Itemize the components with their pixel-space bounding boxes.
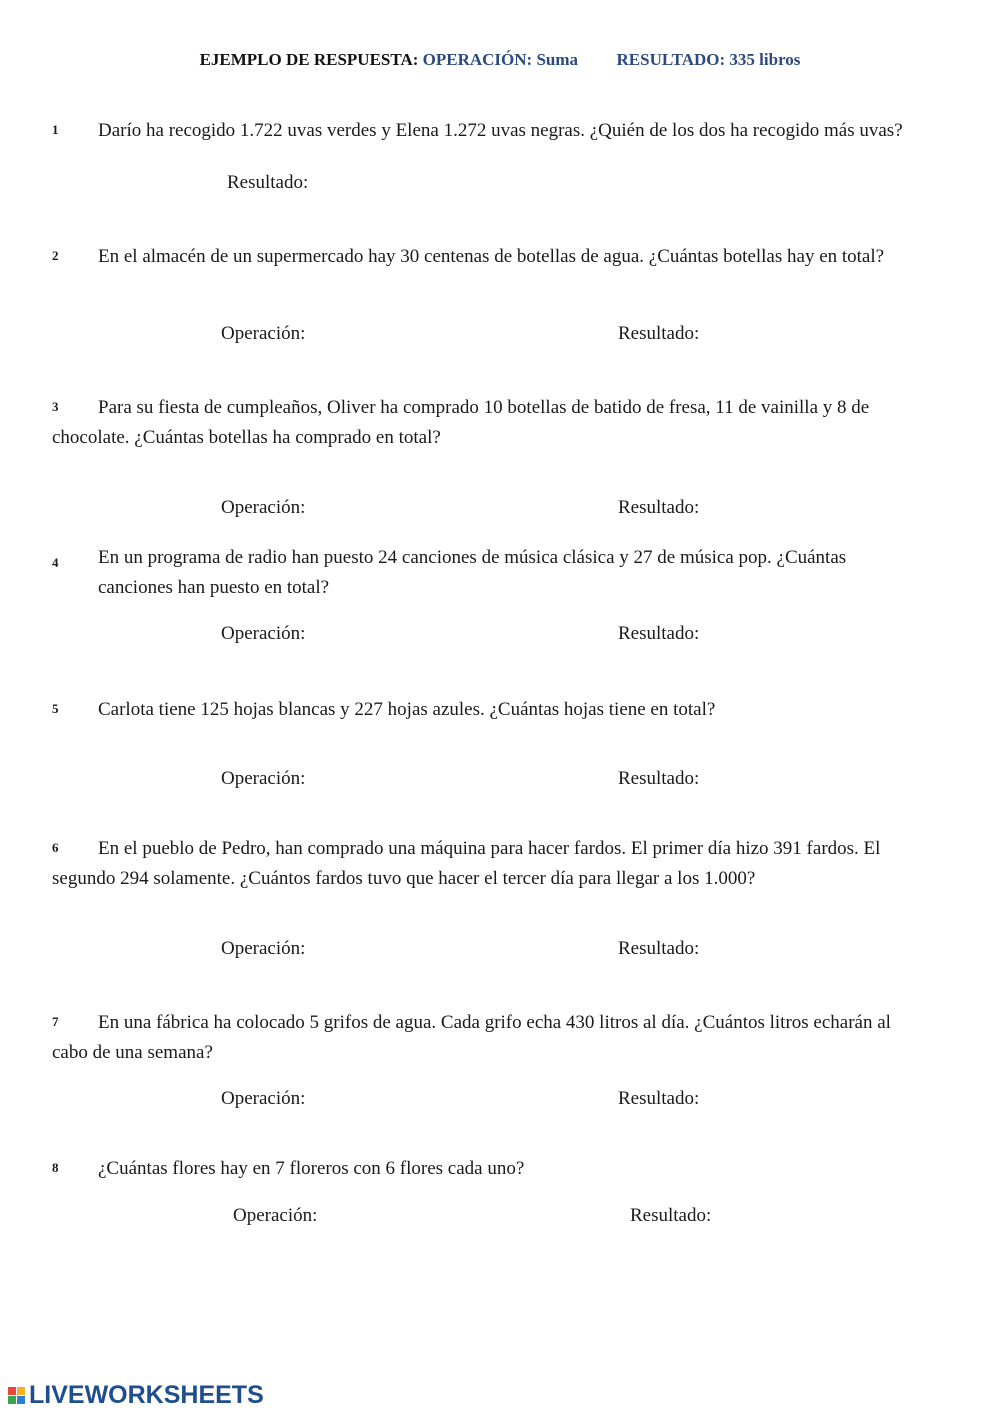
operation-label-2: Operación:	[221, 323, 306, 344]
question-1	[52, 116, 924, 146]
question-number: 2	[52, 248, 59, 263]
question-6	[52, 834, 924, 894]
operation-label-3: Operación:	[221, 497, 306, 518]
result-label-8: Resultado:	[630, 1205, 712, 1226]
question-2	[52, 242, 924, 272]
operation-label-6: Operación:	[221, 938, 306, 959]
example-answer-header	[0, 50, 1000, 70]
operation-label-8: Operación:	[233, 1205, 318, 1226]
question-number: 6	[52, 840, 59, 855]
question-number: 3	[52, 399, 59, 414]
question-text: Carlota tiene 125 hojas blancas y 227 hojas azules. ¿Cuántas hojas tiene en total?	[98, 699, 716, 720]
question-number: 8	[52, 1160, 59, 1175]
question-text: Para su fiesta de cumpleaños, Oliver ha comprado 10 botellas de batido de fresa, 11 de vainilla y 8 de chocolate. ¿Cuántas botellas ha comprado en total?	[52, 397, 870, 448]
question-number: 1	[52, 122, 59, 137]
example-result: RESULTADO: 335 libros	[616, 50, 801, 69]
operation-label-5: Operación:	[221, 768, 306, 789]
question-number: 7	[52, 1014, 59, 1029]
result-label-1: Resultado:	[227, 172, 309, 193]
question-4	[52, 543, 924, 603]
question-text: En un programa de radio han puesto 24 canciones de música clásica y 27 de música pop. ¿Cuántas canciones han puesto en total?	[98, 547, 847, 598]
footer-brand[interactable]	[8, 1381, 264, 1409]
question-text: En el pueblo de Pedro, han comprado una máquina para hacer fardos. El primer día hizo 391 fardos. El segundo 294 solamente. ¿Cuántos fardos tuvo que hacer el tercer día para llegar a los 1.000?	[52, 838, 881, 889]
question-text: Darío ha recogido 1.722 uvas verdes y Elena 1.272 uvas negras. ¿Quién de los dos ha recogido más uvas?	[98, 120, 903, 141]
example-label: EJEMPLO DE RESPUESTA	[199, 50, 413, 69]
operation-label-4: Operación:	[221, 623, 306, 644]
question-text: En una fábrica ha colocado 5 grifos de agua. Cada grifo echa 430 litros al día. ¿Cuántos litros echarán al cabo de una semana?	[52, 1012, 891, 1063]
result-label-6: Resultado:	[618, 938, 700, 959]
result-label-3: Resultado:	[618, 497, 700, 518]
result-label-4: Resultado:	[618, 623, 700, 644]
question-number: 5	[52, 701, 59, 716]
result-label-2: Resultado:	[618, 323, 700, 344]
question-7	[52, 1008, 924, 1068]
example-colon: :	[412, 50, 419, 69]
result-label-7: Resultado:	[618, 1088, 700, 1109]
example-operation: OPERACIÓN: Suma	[422, 50, 579, 69]
question-8	[52, 1154, 924, 1184]
result-label-5: Resultado:	[618, 768, 700, 789]
operation-label-7: Operación:	[221, 1088, 306, 1109]
question-number: 4	[52, 555, 59, 570]
brand-name: LIVEWORKSHEETS	[29, 1380, 264, 1409]
question-text: En el almacén de un supermercado hay 30 centenas de botellas de agua. ¿Cuántas botellas hay en total?	[98, 246, 885, 267]
question-3	[52, 393, 924, 453]
question-text: ¿Cuántas flores hay en 7 floreros con 6 flores cada uno?	[98, 1158, 525, 1179]
question-5	[52, 695, 924, 725]
liveworksheets-logo-icon	[8, 1387, 25, 1404]
